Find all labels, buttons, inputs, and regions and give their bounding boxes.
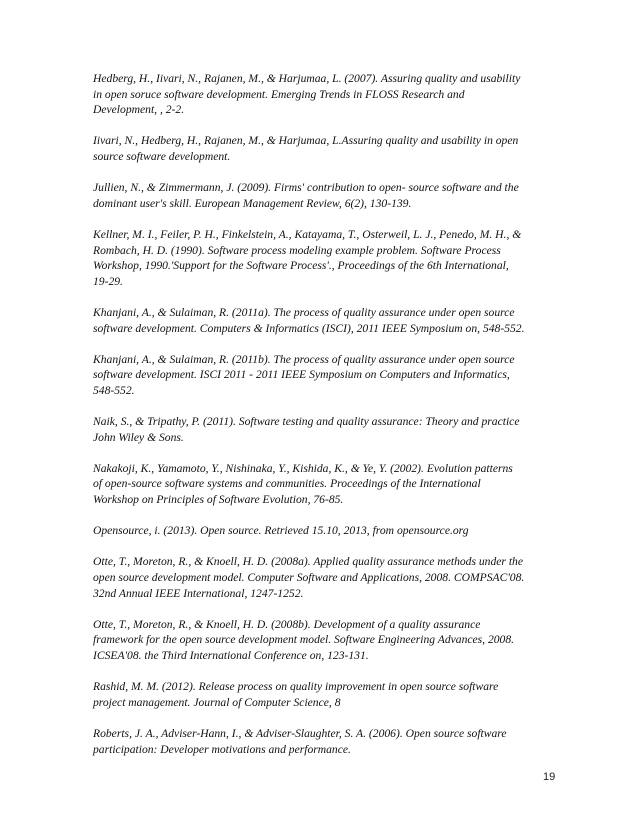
reference-entry: Kellner, M. I., Feiler, P. H., Finkelstein, A., Katayama, T., Osterweil, L. J., Penedo, M. H., & Rombach, H. D. (1990). Software process modeling example problem. Software Process Workshop, 1990.'Support for the Software Process'., Proceedings of the 6th International, 19-29. (93, 227, 522, 288)
reference-entry: Khanjani, A., & Sulaiman, R. (2011b). The process of quality assurance under open source software development. ISCI 2011 - 2011 IEEE Symposium on Computers and Informatics, 548-552. (93, 352, 515, 397)
reference-entry: Jullien, N., & Zimmermann, J. (2009). Firms' contribution to open‐ source software and the dominant user's skill. European Management Review, 6(2), 130-139. (93, 181, 519, 210)
reference-list (93, 71, 578, 773)
reference-entry: Otte, T., Moreton, R., & Knoell, H. D. (2008a). Applied quality assurance methods under the open source development model. Computer Software and Applications, 2008. COMPSAC'08. 32nd Annual IEEE International, 1247-1252. (93, 555, 525, 600)
reference-entry: Rashid, M. M. (2012). Release process on quality improvement in open source software project management. Journal of Computer Science, 8 (93, 680, 499, 709)
reference-entry: Naik, S., & Tripathy, P. (2011). Software testing and quality assurance: Theory and practice John Wiley & Sons. (93, 415, 520, 444)
reference-entry: Hedberg, H., Iivari, N., Rajanen, M., & Harjumaa, L. (2007). Assuring quality and usability in open soruce software development. Emerging Trends in FLOSS Research and Development, , 2-2. (93, 72, 521, 117)
reference-entry: Iivari, N., Hedberg, H., Rajanen, M., & Harjumaa, L.Assuring quality and usability in open source software development. (93, 134, 519, 163)
reference-entry: Otte, T., Moreton, R., & Knoell, H. D. (2008b). Development of a quality assurance framework for the open source development model. Software Engineering Advances, 2008. ICSEA'08. the Third International Conference on, 123-131. (93, 617, 515, 662)
reference-entry: Opensource, i. (2013). Open source. Retrieved 15.10, 2013, from opensource.org (93, 524, 469, 538)
reference-entry: Roberts, J. A., Adviser-Hann, I., & Adviser-Slaughter, S. A. (2006). Open source software participation: Developer motivations and performance. (93, 726, 507, 756)
page-number: 19 (543, 771, 556, 783)
reference-entry: Nakakoji, K., Yamamoto, Y., Nishinaka, Y., Kishida, K., & Ye, Y. (2002). Evolution patterns of open-source software systems and communities. Proceedings of the International Workshop on Principles of Software Evolution, 76-85. (93, 461, 513, 507)
reference-entry: Khanjani, A., & Sulaiman, R. (2011a). The process of quality assurance under open source software development. Computers & Informatics (ISCI), 2011 IEEE Symposium on, 548-552. (93, 305, 525, 335)
